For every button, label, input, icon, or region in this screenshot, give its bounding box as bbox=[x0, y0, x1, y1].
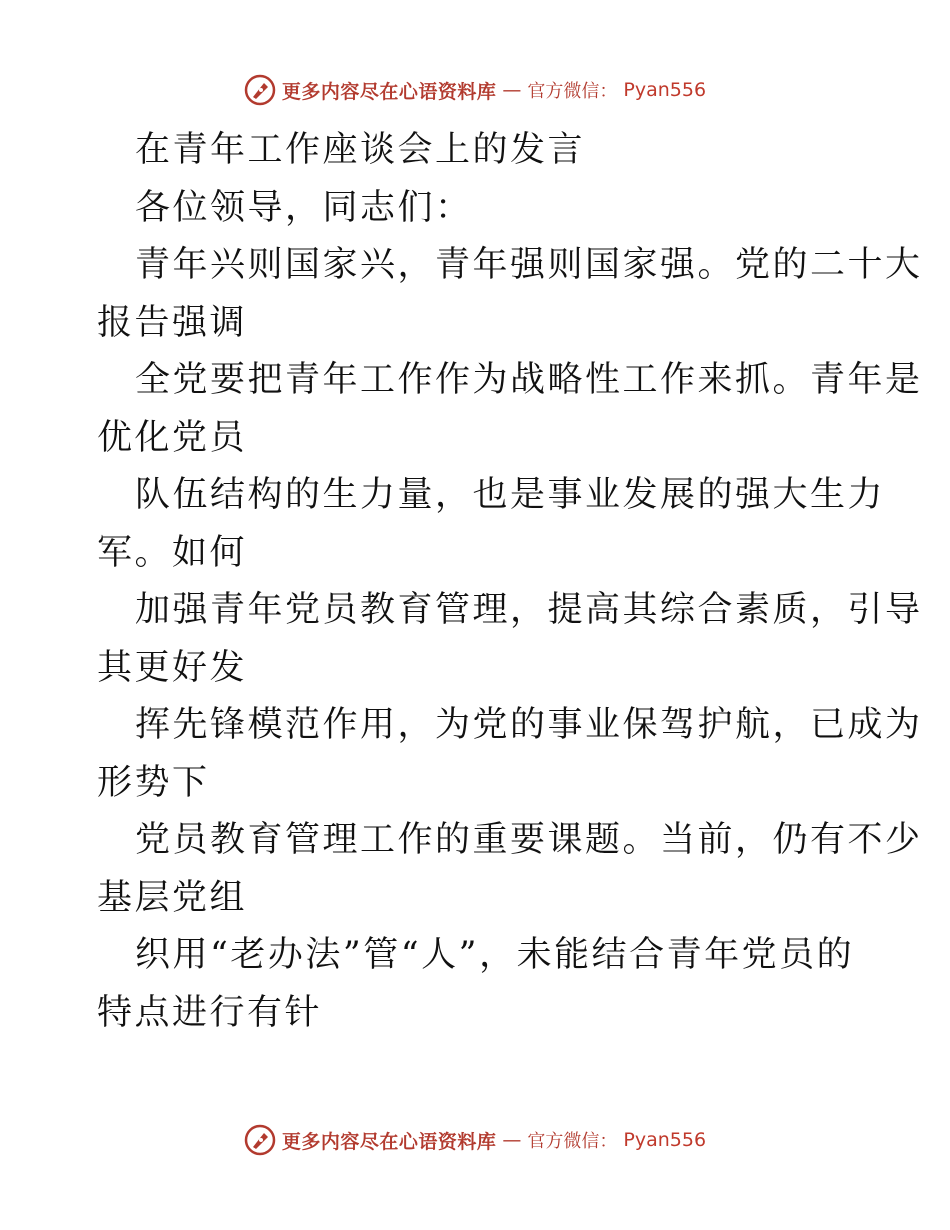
salutation: 各位领导，同志们： bbox=[135, 187, 473, 228]
document-body bbox=[97, 122, 923, 1042]
document-title: 在青年工作座谈会上的发言 bbox=[135, 130, 586, 170]
text-line: 队伍结构的生力量，也是事业发展的强大生力 bbox=[135, 475, 886, 515]
text-line: 其更好发 bbox=[97, 647, 248, 688]
footer-brand-text: 更多内容尽在心语资料库 bbox=[281, 1130, 497, 1153]
header-watermark bbox=[0, 70, 950, 110]
pen-nib-logo-icon bbox=[244, 74, 276, 106]
text-line: 特点进行有针 bbox=[97, 992, 323, 1033]
footer-wechat-handle: Pyan556 bbox=[623, 1129, 707, 1151]
header-brand-text: 更多内容尽在心语资料库 bbox=[281, 80, 497, 103]
text-line: 织用“老办法”管“人”，未能结合青年党员的 bbox=[135, 935, 855, 975]
header-wechat-handle: Pyan556 bbox=[623, 79, 707, 101]
text-line: 基层党组 bbox=[97, 877, 248, 918]
text-line: 党员教育管理工作的重要课题。当前，仍有不少 bbox=[135, 820, 923, 860]
text-line: 形势下 bbox=[97, 762, 210, 803]
text-line: 优化党员 bbox=[97, 417, 248, 458]
text-line: 挥先锋模范作用，为党的事业保驾护航，已成为 bbox=[135, 705, 923, 745]
header-dash: — bbox=[502, 79, 522, 101]
header-wechat-label: 官方微信： bbox=[527, 81, 618, 102]
text-line: 全党要把青年工作作为战略性工作来抓。青年是 bbox=[135, 360, 923, 400]
footer-wechat-label: 官方微信： bbox=[527, 1131, 618, 1152]
footer-watermark bbox=[0, 1120, 950, 1160]
pen-nib-logo-icon bbox=[244, 1124, 276, 1156]
footer-dash: — bbox=[502, 1129, 522, 1151]
text-line: 加强青年党员教育管理，提高其综合素质，引导 bbox=[135, 590, 923, 630]
text-line: 军。如何 bbox=[97, 532, 248, 573]
text-line: 青年兴则国家兴，青年强则国家强。党的二十大 bbox=[135, 245, 923, 285]
text-line: 报告强调 bbox=[97, 302, 248, 343]
